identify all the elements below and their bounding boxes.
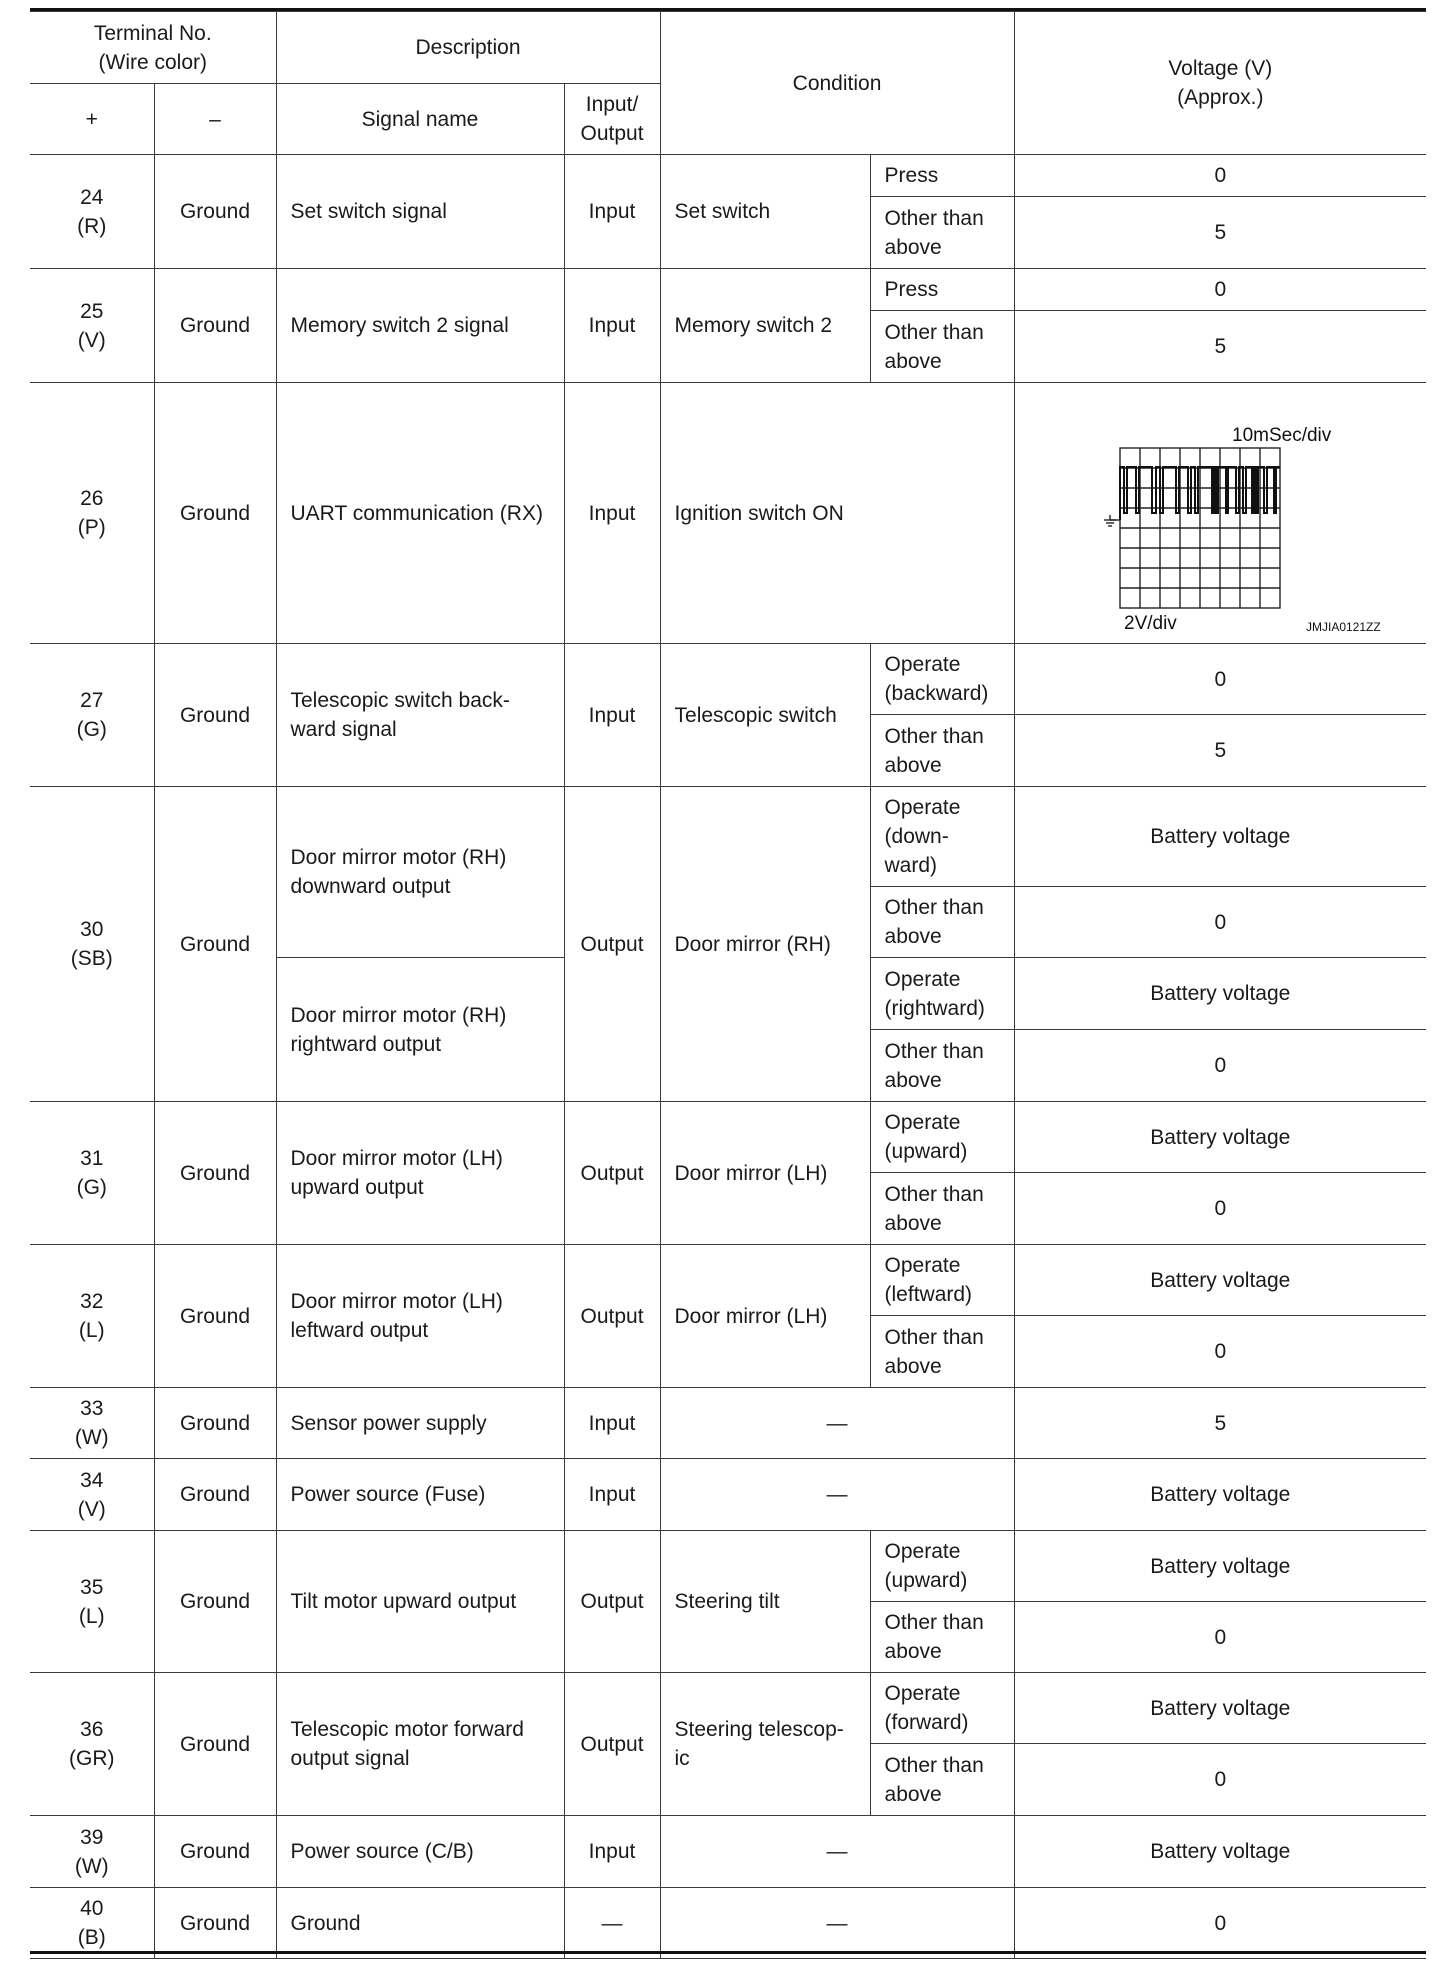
signal-name-cell: Door mirror motor (RH) rightward output bbox=[276, 958, 564, 1102]
table-row bbox=[30, 1459, 1426, 1531]
io-cell: Input bbox=[564, 383, 660, 644]
voltage-cell: Battery voltage bbox=[1014, 1245, 1426, 1316]
terminal-cell: 34 (V) bbox=[30, 1459, 154, 1531]
minus-cell: Ground bbox=[154, 1388, 276, 1459]
table-row bbox=[30, 1102, 1426, 1173]
minus-cell: Ground bbox=[154, 1531, 276, 1673]
sub-condition-cell: Operate (forward) bbox=[870, 1673, 1014, 1744]
sub-condition-cell: Other than above bbox=[870, 311, 1014, 383]
voltage-cell: 0 bbox=[1014, 644, 1426, 715]
table-row bbox=[30, 1245, 1426, 1316]
io-cell: — bbox=[564, 1888, 660, 1959]
sub-condition-cell: Other than above bbox=[870, 1744, 1014, 1816]
signal-name-cell: UART communication (RX) bbox=[276, 383, 564, 644]
minus-cell: Ground bbox=[154, 1102, 276, 1245]
sub-condition-cell: Operate (upward) bbox=[870, 1531, 1014, 1602]
io-cell: Input bbox=[564, 1459, 660, 1531]
voltage-cell: 0 bbox=[1014, 269, 1426, 311]
header-terminal-no: Terminal No. (Wire color) bbox=[30, 12, 276, 84]
signal-name-cell: Tilt motor upward output bbox=[276, 1531, 564, 1673]
minus-cell: Ground bbox=[154, 383, 276, 644]
voltage-cell: 0 bbox=[1014, 1173, 1426, 1245]
table-row bbox=[30, 1673, 1426, 1744]
table-row bbox=[30, 1888, 1426, 1959]
io-cell: Output bbox=[564, 1245, 660, 1388]
terminal-cell: 32 (L) bbox=[30, 1245, 154, 1388]
voltage-cell: 0 bbox=[1014, 1744, 1426, 1816]
terminal-cell: 24 (R) bbox=[30, 155, 154, 269]
table-row bbox=[30, 269, 1426, 311]
condition-cell: — bbox=[660, 1888, 1014, 1959]
voltage-cell: 0 bbox=[1014, 155, 1426, 197]
table-row bbox=[30, 787, 1426, 887]
io-cell: Input bbox=[564, 155, 660, 269]
header-plus: + bbox=[30, 84, 154, 155]
signal-name-cell: Door mirror motor (LH) upward output bbox=[276, 1102, 564, 1245]
terminal-cell: 40 (B) bbox=[30, 1888, 154, 1959]
terminal-cell: 33 (W) bbox=[30, 1388, 154, 1459]
voltage-cell: Battery voltage bbox=[1014, 1531, 1426, 1602]
sub-condition-cell: Operate (down-ward) bbox=[870, 787, 1014, 887]
voltage-cell: Battery voltage bbox=[1014, 1673, 1426, 1744]
voltage-cell: Battery voltage bbox=[1014, 787, 1426, 887]
terminal-cell: 25 (V) bbox=[30, 269, 154, 383]
terminal-cell: 35 (L) bbox=[30, 1531, 154, 1673]
sub-condition-cell: Other than above bbox=[870, 197, 1014, 269]
minus-cell: Ground bbox=[154, 155, 276, 269]
sub-condition-cell: Other than above bbox=[870, 1030, 1014, 1102]
minus-cell: Ground bbox=[154, 1245, 276, 1388]
sub-condition-cell: Operate (leftward) bbox=[870, 1245, 1014, 1316]
signal-name-cell: Ground bbox=[276, 1888, 564, 1959]
sub-condition-cell: Operate (upward) bbox=[870, 1102, 1014, 1173]
voltage-cell: 0 bbox=[1014, 1316, 1426, 1388]
signal-name-cell: Set switch signal bbox=[276, 155, 564, 269]
condition-cell: Memory switch 2 bbox=[660, 269, 870, 383]
condition-cell: — bbox=[660, 1459, 1014, 1531]
table-row bbox=[30, 155, 1426, 197]
signal-name-cell: Memory switch 2 signal bbox=[276, 269, 564, 383]
waveform-cell bbox=[1014, 383, 1426, 644]
header-description: Description bbox=[276, 12, 660, 84]
signal-name-cell: Power source (C/B) bbox=[276, 1816, 564, 1888]
voltage-cell: 5 bbox=[1014, 311, 1426, 383]
sub-condition-cell: Press bbox=[870, 269, 1014, 311]
signal-name-cell: Power source (Fuse) bbox=[276, 1459, 564, 1531]
voltage-cell: 0 bbox=[1014, 1030, 1426, 1102]
terminal-cell: 27 (G) bbox=[30, 644, 154, 787]
sub-condition-cell: Operate (backward) bbox=[870, 644, 1014, 715]
sub-condition-cell: Other than above bbox=[870, 715, 1014, 787]
header-signal-name: Signal name bbox=[276, 84, 564, 155]
terminal-cell: 31 (G) bbox=[30, 1102, 154, 1245]
bottom-rule bbox=[30, 1951, 1426, 1954]
minus-cell: Ground bbox=[154, 1673, 276, 1816]
table-row bbox=[30, 644, 1426, 715]
voltage-cell: 0 bbox=[1014, 887, 1426, 958]
voltage-cell: 0 bbox=[1014, 1888, 1426, 1959]
waveform-figure bbox=[1040, 383, 1400, 643]
sub-condition-cell: Other than above bbox=[870, 1602, 1014, 1673]
io-cell: Output bbox=[564, 787, 660, 1102]
terminal-spec-table bbox=[30, 11, 1426, 1959]
signal-name-cell: Telescopic motor forward output signal bbox=[276, 1673, 564, 1816]
condition-cell: Door mirror (LH) bbox=[660, 1245, 870, 1388]
table-row bbox=[30, 1531, 1426, 1602]
io-cell: Input bbox=[564, 1816, 660, 1888]
sub-condition-cell: Other than above bbox=[870, 887, 1014, 958]
minus-cell: Ground bbox=[154, 269, 276, 383]
header-voltage: Voltage (V) (Approx.) bbox=[1014, 12, 1426, 155]
sub-condition-cell: Operate (rightward) bbox=[870, 958, 1014, 1030]
minus-cell: Ground bbox=[154, 1816, 276, 1888]
table-row bbox=[30, 1388, 1426, 1459]
voltage-cell: Battery voltage bbox=[1014, 1459, 1426, 1531]
header-minus: – bbox=[154, 84, 276, 155]
table-row bbox=[30, 383, 1426, 644]
voltage-cell: 0 bbox=[1014, 1602, 1426, 1673]
voltage-cell: Battery voltage bbox=[1014, 1816, 1426, 1888]
sub-condition-cell: Other than above bbox=[870, 1173, 1014, 1245]
voltage-cell: 5 bbox=[1014, 715, 1426, 787]
terminal-cell: 36 (GR) bbox=[30, 1673, 154, 1816]
signal-name-cell: Door mirror motor (LH) leftward output bbox=[276, 1245, 564, 1388]
signal-name-cell: Door mirror motor (RH) downward output bbox=[276, 787, 564, 958]
io-cell: Input bbox=[564, 644, 660, 787]
minus-cell: Ground bbox=[154, 644, 276, 787]
terminal-cell: 26 (P) bbox=[30, 383, 154, 644]
voltage-cell: 5 bbox=[1014, 1388, 1426, 1459]
condition-cell: — bbox=[660, 1388, 1014, 1459]
io-cell: Input bbox=[564, 269, 660, 383]
figure-id-label: JMJIA0121ZZ bbox=[1306, 620, 1381, 634]
io-cell: Output bbox=[564, 1531, 660, 1673]
header-input-output: Input/ Output bbox=[564, 84, 660, 155]
header-condition: Condition bbox=[660, 12, 1014, 155]
sub-condition-cell: Other than above bbox=[870, 1316, 1014, 1388]
signal-name-cell: Telescopic switch back-ward signal bbox=[276, 644, 564, 787]
terminal-cell: 39 (W) bbox=[30, 1816, 154, 1888]
condition-cell: Steering tilt bbox=[660, 1531, 870, 1673]
signal-name-cell: Sensor power supply bbox=[276, 1388, 564, 1459]
sub-condition-cell: Press bbox=[870, 155, 1014, 197]
minus-cell: Ground bbox=[154, 1459, 276, 1531]
voltage-cell: 5 bbox=[1014, 197, 1426, 269]
io-cell: Output bbox=[564, 1673, 660, 1816]
voltage-cell: Battery voltage bbox=[1014, 1102, 1426, 1173]
volt-div-label: 2V/div bbox=[1124, 613, 1178, 634]
condition-cell: Steering telescop-ic bbox=[660, 1673, 870, 1816]
io-cell: Output bbox=[564, 1102, 660, 1245]
minus-cell: Ground bbox=[154, 1888, 276, 1959]
table-row bbox=[30, 1816, 1426, 1888]
condition-cell: Set switch bbox=[660, 155, 870, 269]
condition-cell: Door mirror (RH) bbox=[660, 787, 870, 1102]
condition-cell: Door mirror (LH) bbox=[660, 1102, 870, 1245]
time-div-label: 10mSec/div bbox=[1232, 425, 1332, 446]
condition-cell: Telescopic switch bbox=[660, 644, 870, 787]
voltage-cell: Battery voltage bbox=[1014, 958, 1426, 1030]
ground-symbol-icon bbox=[1104, 515, 1120, 526]
condition-cell: — bbox=[660, 1816, 1014, 1888]
minus-cell: Ground bbox=[154, 787, 276, 1102]
terminal-cell: 30 (SB) bbox=[30, 787, 154, 1102]
header-row-1 bbox=[30, 12, 1426, 84]
io-cell: Input bbox=[564, 1388, 660, 1459]
condition-cell: Ignition switch ON bbox=[660, 383, 1014, 644]
